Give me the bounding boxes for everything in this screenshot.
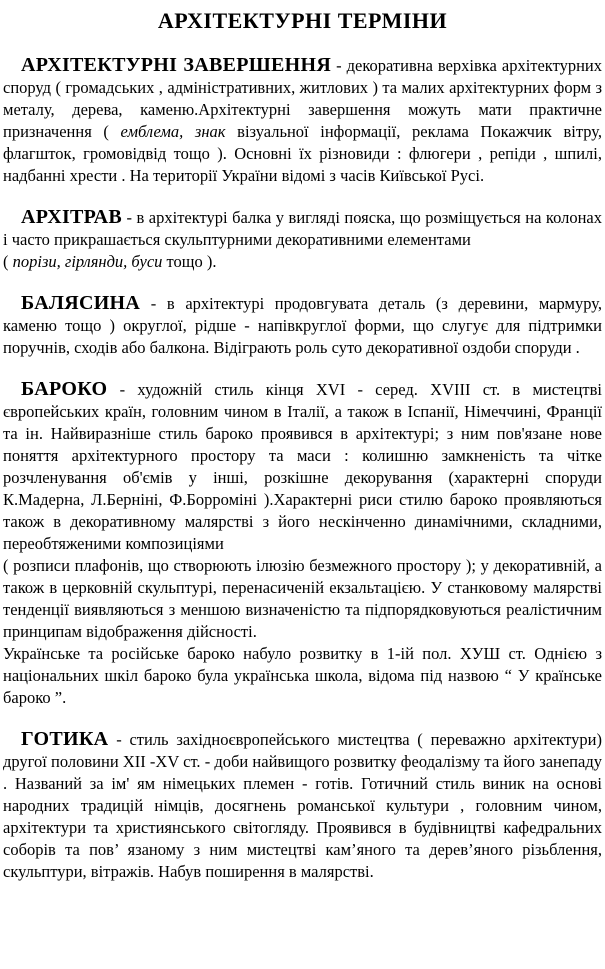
body-run: тощо ).	[162, 252, 217, 271]
body-run: стиль західноєвропейського мистецтва ( переважно архітектури) другої половини XII -XV ст. - доби найвищого розвитку феодалізму та його занепаду . Названий за ім' ям німецьких племен - готів. Готичний стиль виник на основі народних традицій німців, досягнень романської культури , головним чином, архітектури та християнського світогляду. Проявився в будівництві кафедральних соборів та пов’ язаному з ним мистецтві кам’яного та дерев’яного різьблення, скульптури, вітражів. Набув поширення в малярстві.	[3, 730, 602, 881]
body-run: в архітектурі продовгувата деталь (з деревини, мармуру, каменю тощо ) округлої, рідше - напівкруглої форми, що слугує для підтримки поручнів, сходів або балкона. Відіграють роль суто декоративної оздоби споруди .	[3, 294, 602, 357]
term-heading: АРХІТЕКТУРНІ ЗАВЕРШЕННЯ	[21, 54, 332, 76]
body-run: візуальної інформації, реклама Покажчик вітру, флагшток, громовідвід тощо ). Основні їх різновиди : флюгери , репіди , шпилі, надбанні хрести . На території України відомі з часів Київської Русі.	[3, 122, 602, 185]
term-dash: -	[140, 294, 167, 313]
term-dash: -	[108, 730, 130, 749]
paragraph-segment	[3, 643, 602, 709]
term-dash: -	[107, 380, 138, 399]
term-entry	[3, 728, 602, 883]
term-entry	[3, 378, 602, 709]
term-heading: ГОТИКА	[21, 728, 109, 750]
body-run: (	[3, 252, 13, 271]
term-entry	[3, 54, 602, 187]
paragraph-segment	[3, 378, 602, 555]
body-run: Українське та російське бароко набуло розвитку в 1-ій пол. ХУШ ст. Однією з національних шкіл бароко була українська школа, відома під назвою “ У країнське бароко ”.	[3, 644, 602, 707]
paragraph-segment	[3, 728, 602, 883]
entries	[3, 54, 602, 883]
term-entry	[3, 206, 602, 273]
body-run: декоративна верхівка архітектурних споруд ( громадських , адміністративних, житлових ) та малих архітектурних форм з металу, дерева, каменю.Архітектурні завершення можуть мати практичне призначення (	[3, 56, 603, 141]
term-heading: БАЛЯСИНА	[21, 292, 141, 314]
body-run: в архітектурі балка у вигляді пояска, що розміщується на колонах і часто прикрашається скульптурними декоративними елементами	[3, 208, 602, 249]
paragraph-segment	[3, 206, 602, 251]
body-run: ( розписи плафонів, що створюють ілюзію безмежного простору ); у декоративній, а також в церковній скульптурі, перенасиченій екзальтацією. У станковому малярстві тенденції виявляються з меншою визначеністю та підпорядковуються реалістичним принципам відображення дійсності.	[3, 556, 602, 641]
page-title: АРХІТЕКТУРНІ ТЕРМІНИ	[157, 8, 448, 33]
term-dash: -	[331, 56, 347, 75]
paragraph-segment	[3, 292, 602, 359]
paragraph-segment	[3, 555, 602, 643]
paragraph-segment	[3, 54, 602, 187]
term-heading: БАРОКО	[21, 378, 108, 400]
body-run: художній стиль кінця XVI - серед. XVIII ст. в мистецтві європейських країн, головним чином в Італії, а також в Іспанії, Німеччині, Франції та ін. Найвиразніше стиль бароко проявився в архітектурі; з ним пов'язане нове поняття архітектурного простору та маси : колишню замкненість та чітке розчленування об'ємів у інші, розкішне декорування (характерні споруди К.Мадерна, Л.Берніні, Ф.Борроміні ).Характерні риси стилю бароко проявляються також в декоративному малярстві з його нескінченно динамічними, складними, переобтяженими композиціями	[3, 380, 602, 553]
term-dash: -	[122, 208, 137, 227]
paragraph-segment	[3, 251, 602, 273]
term-heading: АРХІТРАВ	[21, 206, 123, 228]
term-entry	[3, 292, 602, 359]
body-run-italic: емблема, знак	[120, 122, 226, 141]
body-run-italic: порізи, гірлянди, буси	[12, 252, 163, 271]
